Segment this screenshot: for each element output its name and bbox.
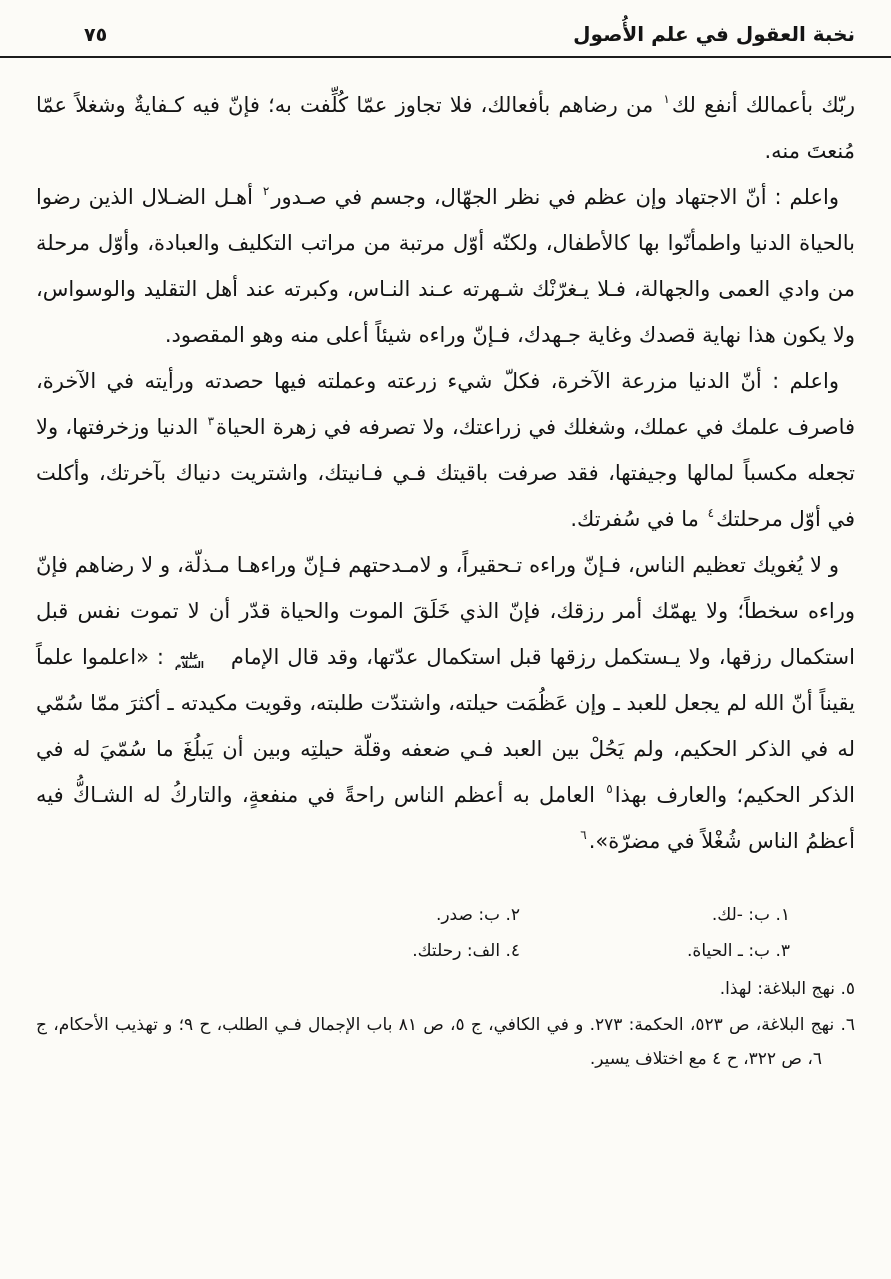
footnote-item: ١. ب: -لك. xyxy=(711,905,790,925)
footnote-item: ٢. ب: صدر. xyxy=(435,905,520,925)
honorific-mark: عليه السلام xyxy=(174,651,204,671)
footnotes-section xyxy=(0,864,891,1076)
body-paragraph: واعلم : أنّ الدنيا مزرعة الآخرة، فكلّ شيء زرعته وعملته فيها حصدته ورأيته في الآخرة، فاصرف علمك في عملك، وشغلك في زراعتك، ولا تصرفه في زهرة الحياة$^٣$ الدنيا وزخرفتها، ولا تجعله مكسباً لمالها وجيفتها، فقد صرفت باقيتك فـي فـانيتك، واشتريت دنياك بآخرتك، وأكلت في أوّل مرحلتك$^٤$ ما في سُفرتك. xyxy=(36,369,856,531)
footnote-row xyxy=(36,898,855,934)
body-text xyxy=(0,58,891,864)
footnote-ref: ٣ xyxy=(207,414,215,428)
footnote-item: ٥. نهج البلاغة: لهذا. xyxy=(719,979,855,999)
footnote-item: ٦. نهج البلاغة، ص ٥٢٣، الحكمة: ٢٧٣. و في الكافي، ج ٥، ص ٨١ باب الإجمال فـي الطلب، ح ٩؛ و تهذيب الأحكام، ج ٦، ص ٣٢٢، ح ٤ مع اختلاف يسير. xyxy=(36,1015,856,1069)
body-paragraph: ربّك بأعمالك أنفع لك$^١$ من رضاهم بأفعالك، فلا تجاوز عمّا كُلِّفت به؛ فإنّ فيه كـفايةٌ وشغلاً عمّا مُنعتَ منه. xyxy=(36,92,856,163)
footnote-ref: ١ xyxy=(663,92,670,106)
footnote-ref: ٤ xyxy=(707,506,715,520)
footnote-ref: ٢ xyxy=(262,184,270,198)
footnote-item: ٣. ب: ـ الحياة. xyxy=(687,941,790,961)
page-header xyxy=(0,0,891,58)
footnote-ref: ٦ xyxy=(580,828,587,842)
footnote-row xyxy=(36,934,855,970)
body-paragraph: و لا يُغويك تعظيم الناس، فـإنّ وراءه تـحقيراً، و لامـدحتهم فـإنّ وراءهـا مـذلّة، و لا رضاهم فإنّ وراءه سخطاً؛ ولا يهمّك أمر رزقك، فإنّ الذي خَلَقَ الموت والحياة قدّر أن لا تموت نفس قبل استكمال رزقها، ولا يـستكمل رزقها قبل استكمال عدّتها، وقد قال الإمام عليه السلام : «اعلموا علماً يقيناً أنّ الله لم يجعل للعبد ـ وإن عَظُمَت حيلته، واشتدّت طلبته، وقويت مكيدته ـ أكثرَ ممّا سُمّي له في الذكر الحكيم، ولم يَحُلْ بين العبد فـي ضعفه وقلّة حيلتِه وبين أن يَبلُغَ ما سُمّيَ له في الذكر الحكيم؛ والعارف بهذا$^٥$ العامل به أعظم الناس راحةً في منفعةٍ، والتاركُ له الشـاكُّ فيه أعظمُ الناس شُغْلاً في مضرّة».$^٦$ xyxy=(36,553,855,853)
footnote-ref: ٥ xyxy=(606,782,613,796)
body-paragraph: واعلم : أنّ الاجتهاد وإن عظم في نظر الجهّال، وجسم في صـدور$^٢$ أهـل الضـلال الذين رضوا بالحياة الدنيا واطمأنّوا بها كالأطفال، ولكنّه أوّل مرتبة من مراتب التكليف والعبادة، وأوّل مرحلة من وادي العمى والجهالة، فـلا يـغرّنْك شـهرته عـند النـاس، وكبرته عند أهل التقليد والوسواس، ولا يكون هذا نهاية قصدك وغاية جـهدك، فـإنّ وراءه شيئاً أعلى منه وهو المقصود. xyxy=(36,184,855,347)
book-title: نخبة العقول في علم الأُصول xyxy=(573,22,855,46)
page-number: ٧٥ xyxy=(84,24,108,46)
footnote-item: ٤. الف: رحلتك. xyxy=(412,941,520,961)
